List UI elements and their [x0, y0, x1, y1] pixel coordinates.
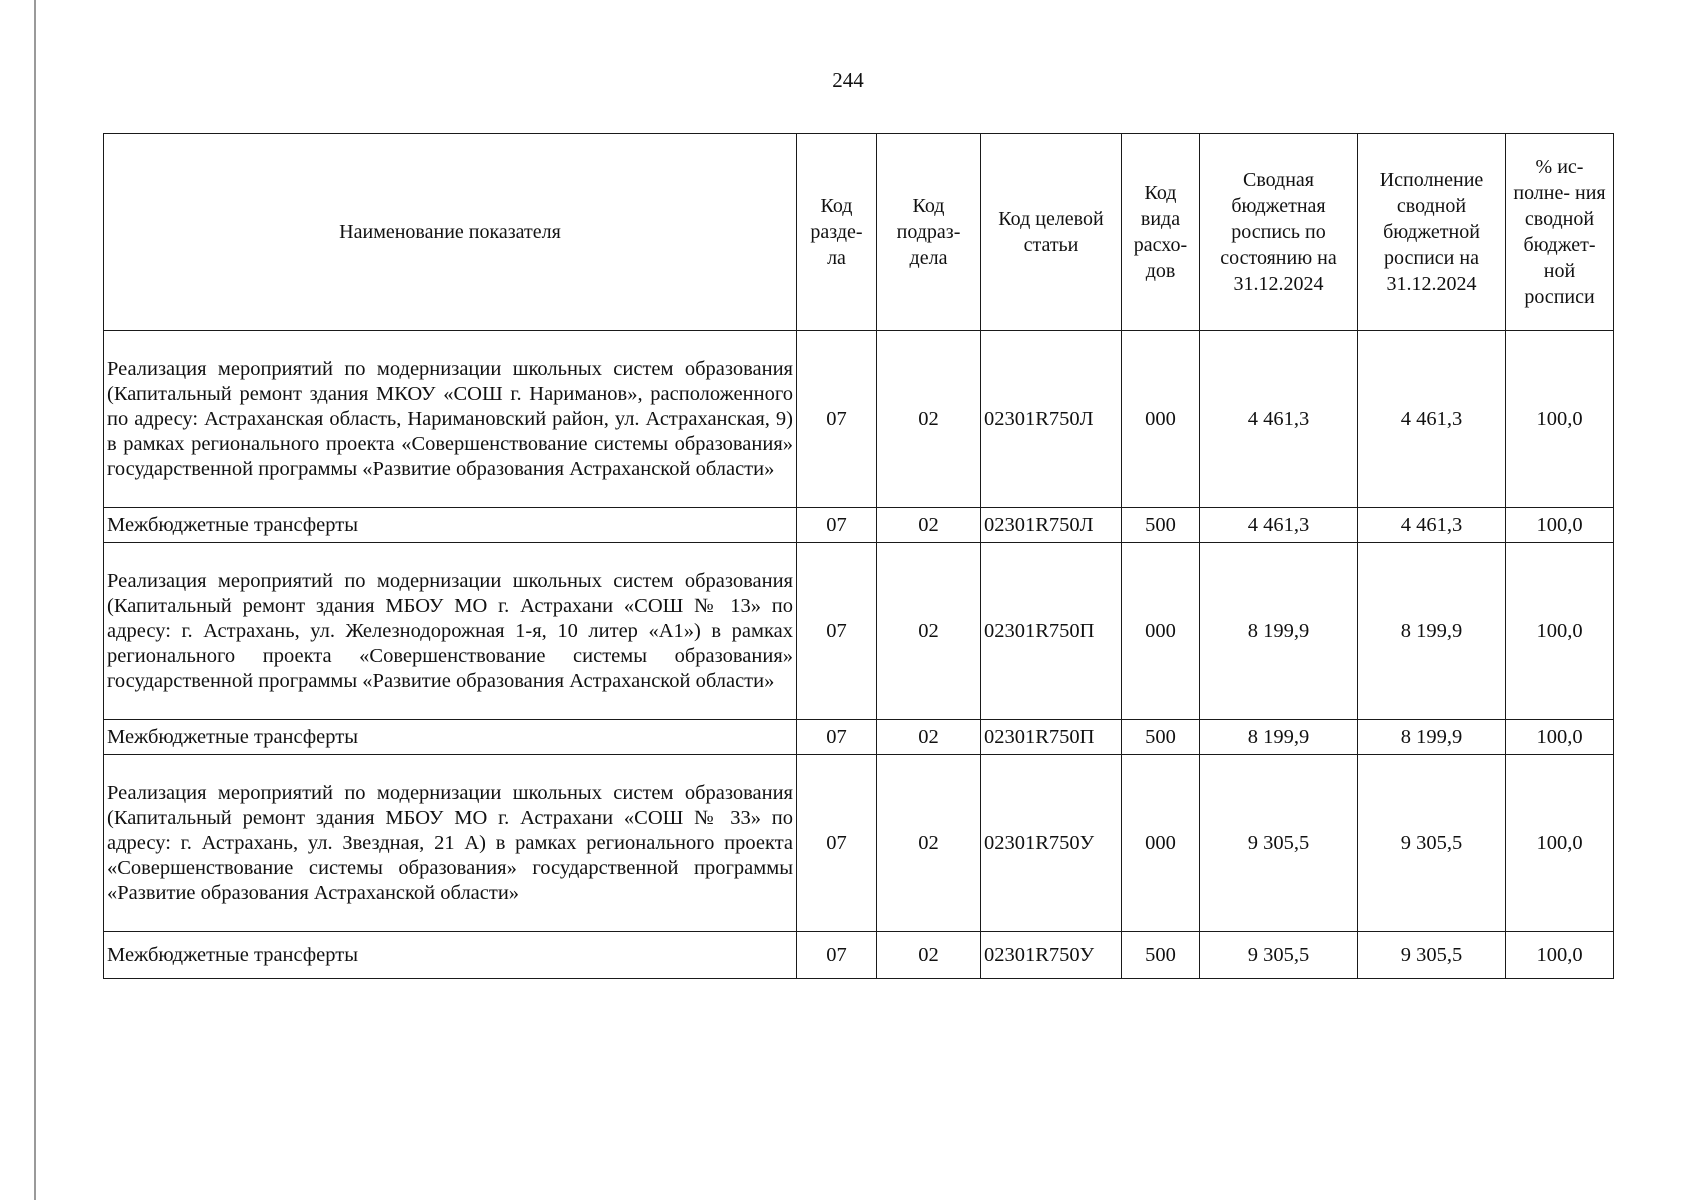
row-expense: 000 — [1122, 543, 1200, 720]
row-section: 07 — [797, 755, 877, 932]
row-executed: 4 461,3 — [1358, 508, 1506, 543]
row-target: 02301R750П — [981, 720, 1122, 755]
header-expense-type-code: Код вида расхо- дов — [1122, 134, 1200, 331]
row-section: 07 — [797, 543, 877, 720]
row-name: Реализация мероприятий по модернизации школьных систем образования (Капитальный ремонт здания МКОУ «СОШ г. Нариманов», расположенного по адресу: Астраханская область, Наримановский район, ул. Астраханская, 9) в рамках регионального проекта «Совершенствование системы образования» государственной программы «Развитие образования Астраханской области» — [104, 331, 797, 508]
row-executed: 8 199,9 — [1358, 543, 1506, 720]
row-planned: 4 461,3 — [1200, 331, 1358, 508]
table-row — [104, 543, 1614, 720]
row-subsection: 02 — [877, 508, 981, 543]
row-percent: 100,0 — [1506, 720, 1614, 755]
row-name: Межбюджетные трансферты — [104, 508, 797, 543]
row-percent: 100,0 — [1506, 543, 1614, 720]
row-name: Межбюджетные трансферты — [104, 932, 797, 979]
row-subsection: 02 — [877, 755, 981, 932]
table-row — [104, 755, 1614, 932]
row-executed: 8 199,9 — [1358, 720, 1506, 755]
row-subsection: 02 — [877, 543, 981, 720]
row-expense: 000 — [1122, 755, 1200, 932]
header-planned-budget: Сводная бюджетная роспись по состоянию на 31.12.2024 — [1200, 134, 1358, 331]
row-planned: 4 461,3 — [1200, 508, 1358, 543]
row-planned: 8 199,9 — [1200, 720, 1358, 755]
table-header-row — [104, 134, 1614, 331]
header-indicator-name: Наименование показателя — [104, 134, 797, 331]
row-percent: 100,0 — [1506, 331, 1614, 508]
row-planned: 8 199,9 — [1200, 543, 1358, 720]
budget-execution-table — [103, 133, 1614, 979]
row-target: 02301R750У — [981, 932, 1122, 979]
header-executed-budget: Исполнение сводной бюджетной росписи на 31.12.2024 — [1358, 134, 1506, 331]
row-name: Реализация мероприятий по модернизации школьных систем образования (Капитальный ремонт здания МБОУ МО г. Астрахани «СОШ № 13» по адресу: г. Астрахань, ул. Железнодорожная 1-я, 10 литер «А1») в рамках регионального проекта «Совершенствование системы образования» государственной программы «Развитие образования Астраханской области» — [104, 543, 797, 720]
row-expense: 000 — [1122, 331, 1200, 508]
row-section: 07 — [797, 720, 877, 755]
header-subsection-code: Код подраз- дела — [877, 134, 981, 331]
header-target-code: Код целевой статьи — [981, 134, 1122, 331]
row-section: 07 — [797, 331, 877, 508]
row-percent: 100,0 — [1506, 755, 1614, 932]
row-executed: 9 305,5 — [1358, 932, 1506, 979]
row-percent: 100,0 — [1506, 508, 1614, 543]
table-row — [104, 720, 1614, 755]
row-target: 02301R750Л — [981, 331, 1122, 508]
page-number: 244 — [832, 68, 864, 92]
row-expense: 500 — [1122, 932, 1200, 979]
scan-edge-line — [34, 0, 36, 1200]
row-target: 02301R750У — [981, 755, 1122, 932]
header-section-code: Код разде- ла — [797, 134, 877, 331]
row-subsection: 02 — [877, 331, 981, 508]
row-executed: 4 461,3 — [1358, 331, 1506, 508]
row-executed: 9 305,5 — [1358, 755, 1506, 932]
row-name: Межбюджетные трансферты — [104, 720, 797, 755]
row-subsection: 02 — [877, 932, 981, 979]
table-row — [104, 508, 1614, 543]
row-name: Реализация мероприятий по модернизации школьных систем образования (Капитальный ремонт здания МБОУ МО г. Астрахани «СОШ № 33» по адресу: г. Астрахань, ул. Звездная, 21 А) в рамках регионального проекта «Совершенствование системы образования» государственной программы «Развитие образования Астраханской области» — [104, 755, 797, 932]
row-subsection: 02 — [877, 720, 981, 755]
row-expense: 500 — [1122, 720, 1200, 755]
row-section: 07 — [797, 508, 877, 543]
row-percent: 100,0 — [1506, 932, 1614, 979]
row-planned: 9 305,5 — [1200, 932, 1358, 979]
table-row — [104, 932, 1614, 979]
row-expense: 500 — [1122, 508, 1200, 543]
table-row — [104, 331, 1614, 508]
row-section: 07 — [797, 932, 877, 979]
row-planned: 9 305,5 — [1200, 755, 1358, 932]
header-execution-percent: % ис- полне- ния сводной бюджет- ной росписи — [1506, 134, 1614, 331]
row-target: 02301R750Л — [981, 508, 1122, 543]
row-target: 02301R750П — [981, 543, 1122, 720]
